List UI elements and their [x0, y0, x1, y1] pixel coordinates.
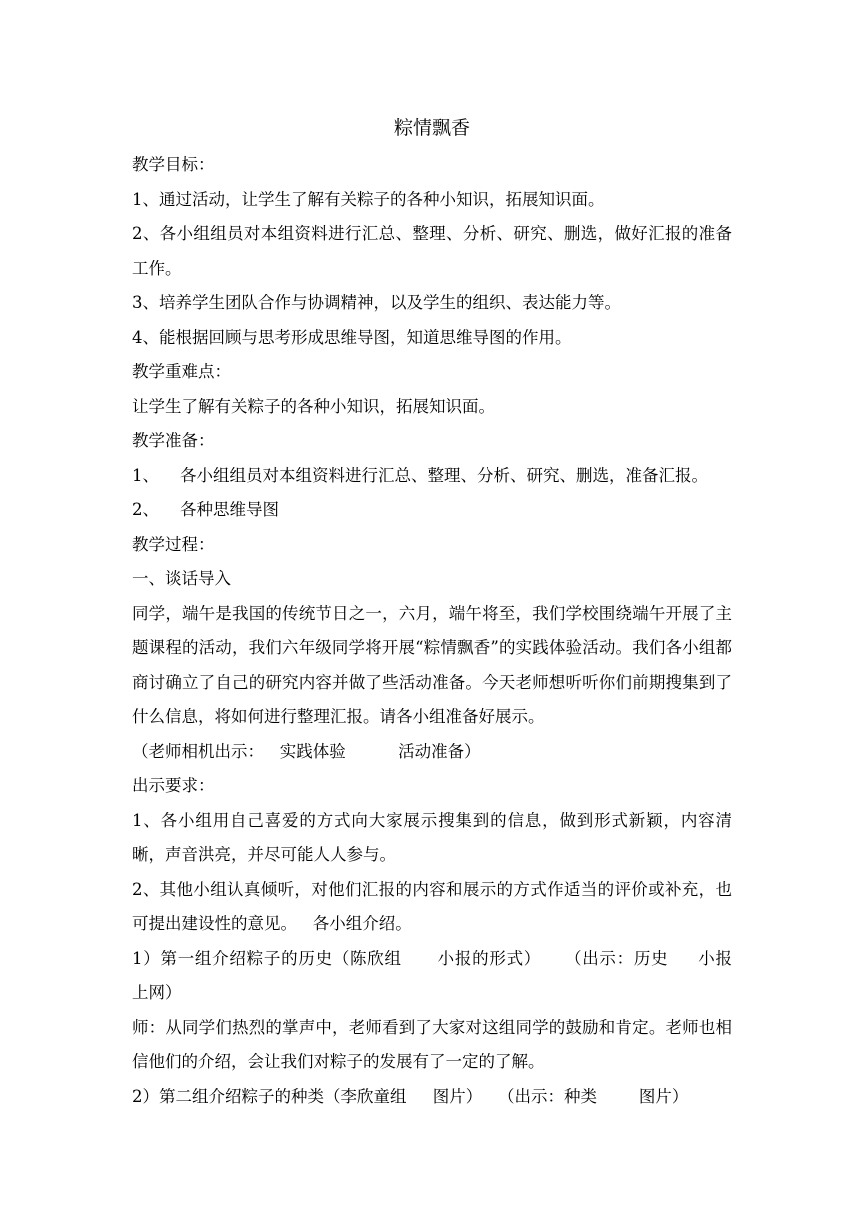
goal-item-4: 4、能根据回顾与思考形成思维导图，知道思维导图的作用。	[132, 327, 572, 347]
teacher-display-note: （老师相机出示： 实践体验 活动准备）	[132, 741, 481, 761]
heading-key-points: 教学重难点：	[132, 362, 231, 381]
preparation-item-1: 1、 各小组组员对本组资料进行汇总、整理、分析、研究、删选，准备汇报。	[132, 465, 708, 485]
heading-preparation: 教学准备：	[132, 431, 215, 450]
document-body	[132, 108, 759, 1114]
group-2-intro: 2）第二组介绍粽子的种类（李欣童组 图片） （出示：种类 图片）	[132, 1086, 689, 1106]
heading-process: 教学过程：	[132, 534, 215, 554]
heading-teaching-goals: 教学目标：	[132, 155, 215, 174]
group-1-intro: 1）第一组介绍粽子的历史（陈欣组 小报的形式） （出示：历史 小报 上网）	[132, 948, 759, 1002]
heading-requirements: 出示要求：	[132, 776, 215, 795]
section-intro-heading: 一、谈话导入	[132, 569, 231, 588]
document-title: 粽情飘香	[393, 117, 470, 139]
goal-item-3: 3、培养学生团队合作与协调精神，以及学生的组织、表达能力等。	[132, 293, 621, 312]
goal-item-1: 1、通过活动，让学生了解有关粽子的各种小知识，拓展知识面。	[132, 189, 605, 209]
teacher-comment: 师：从同学们热烈的掌声中，老师看到了大家对这组同学的鼓励和肯定。老师也相信他们的介绍，会让我们对粽子的发展有了一定的了解。	[132, 1017, 732, 1071]
intro-paragraph: 同学，端午是我国的传统节日之一，六月，端午将至，我们学校围绕端午开展了主题课程的活动，我们六年级同学将开展“粽情飘香”的实践体验活动。我们各小组都商讨确立了自己的研究内容并做了些活动准备。今天老师想听听你们前期搜集到了什么信息，将如何进行整理汇报。请各小组准备好展示。	[132, 603, 732, 726]
requirement-item-2: 2、其他小组认真倾听，对他们汇报的内容和展示的方式作适当的评价或补充，也可提出建设性的意见。 各小组介绍。	[132, 879, 732, 933]
preparation-item-2: 2、 各种思维导图	[132, 500, 279, 519]
goal-item-2: 2、各小组组员对本组资料进行汇总、整理、分析、研究、删选，做好汇报的准备工作。	[132, 224, 732, 278]
requirement-item-1: 1、各小组用自己喜爱的方式向大家展示搜集到的信息，做到形式新颖，内容清晰，声音洪亮，并尽可能人人参与。	[132, 810, 732, 864]
key-points-text: 让学生了解有关粽子的各种小知识，拓展知识面。	[132, 396, 495, 416]
